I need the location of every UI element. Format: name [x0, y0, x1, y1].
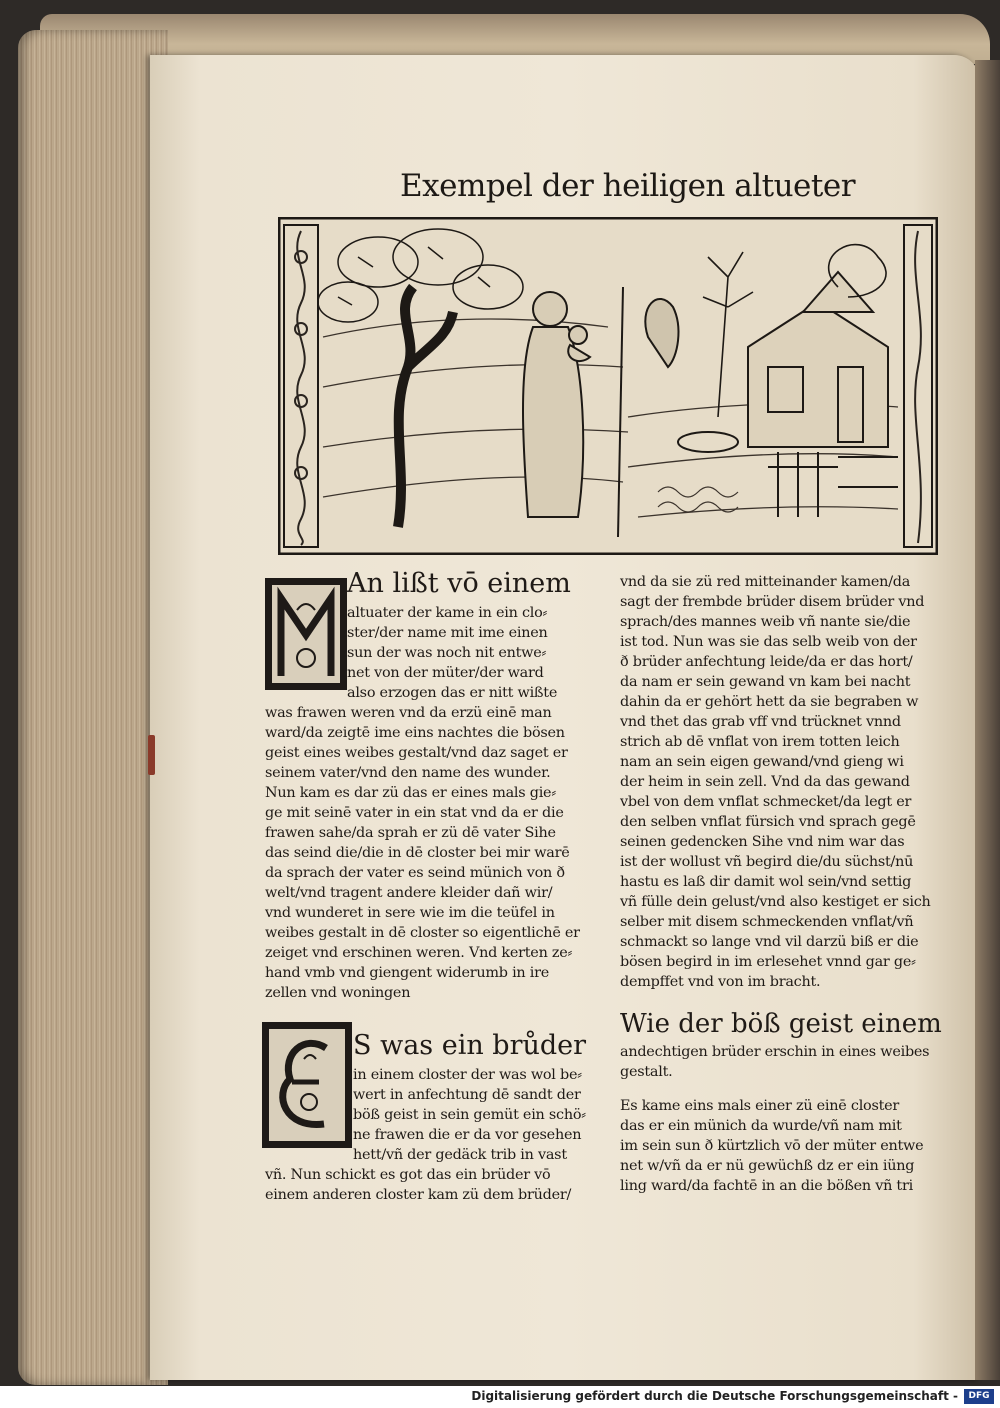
- text-line: Nun kam es dar zü das er eines mals gie⸗: [265, 785, 556, 801]
- text-line: vñ fülle dein gelust/vnd also kestiget er sich: [620, 894, 931, 910]
- text-line: hastu es laß dir damit wol sein/vnd settig: [620, 874, 912, 890]
- text-line: ist der wollust vñ begird die/du süchst/nū: [620, 854, 914, 870]
- section-heading: Wie der böß geist einem: [620, 1009, 942, 1039]
- book-gutter: [975, 60, 1000, 1380]
- running-head: Exempel der heiligen altueter: [400, 168, 856, 204]
- left-text-column: [265, 565, 605, 1205]
- text-line: das er ein münich da wurde/vñ nam mit: [620, 1118, 902, 1134]
- text-line: selber mit disem schmeckenden vnflat/vñ: [620, 914, 914, 930]
- text-line: hand vmb vnd giengent widerumb in ire: [265, 965, 550, 981]
- text-line: also erzogen das er nitt wißte: [347, 685, 558, 701]
- text-line: vnd thet das grab vff vnd trücknet vnnd: [620, 714, 901, 730]
- text-line: im sein sun ð kürtzlich vō der müter entwe: [620, 1138, 924, 1154]
- woodcut-illustration-icon: [278, 217, 938, 555]
- text-line: ne frawen die er da vor gesehen: [353, 1127, 582, 1143]
- text-line: geist eines weibes gestalt/vnd daz saget er: [265, 745, 568, 761]
- text-line: hett/vñ der gedäck trib in vast: [353, 1147, 567, 1163]
- text-line: der heim in sein zell. Vnd da das gewand: [620, 774, 910, 790]
- text-line: das seind die/die in dē closter bei mir warē: [265, 845, 570, 861]
- text-line: vnd da sie zü red mitteinander kamen/da: [620, 574, 911, 590]
- text-line: S was ein brůder: [353, 1030, 587, 1061]
- text-line: vñ. Nun schickt es got das ein brüder vō: [265, 1167, 551, 1183]
- section-subheading: gestalt.: [620, 1064, 673, 1080]
- text-line: sun der was noch nit entwe⸗: [347, 645, 547, 661]
- text-line: was frawen weren vnd da erzü einē man: [265, 705, 552, 721]
- text-line: frawen sahe/da sprah er zü dē vater Sihe: [265, 825, 556, 841]
- funding-notice: Digitalisierung gefördert durch die Deutsche Forschungsgemeinschaft -: [471, 1389, 958, 1403]
- text-line: ge mit seinē vater in ein stat vnd da er die: [265, 805, 564, 821]
- text-line: sagt der frembde brüder disem brüder vnd: [620, 594, 925, 610]
- dfg-logo-icon: DFG: [964, 1389, 994, 1404]
- text-line: dahin da er gehört hett da sie begraben w: [620, 694, 919, 710]
- text-line: strich ab dē vnflat von irem totten leich: [620, 734, 900, 750]
- page-edges: [18, 30, 168, 1385]
- text-line: ð brüder anfechtung leide/da er das hort/: [620, 654, 913, 670]
- text-line: vnd wunderet in sere wie im die teüfel in: [265, 905, 555, 921]
- text-line: weibes gestalt in dē closter so eigentlichē er: [265, 925, 580, 941]
- text-line: ster/der name mit ime einen: [347, 625, 548, 641]
- bookmark-ribbon: [148, 735, 155, 775]
- text-line: schmackt so lange vnd vil darzü biß er die: [620, 934, 919, 950]
- text-line: dempffet vnd von im bracht.: [620, 974, 821, 990]
- text-line: bösen begird in im erlesehet vnnd gar ge⸗: [620, 954, 916, 970]
- section-subheading: andechtigen brüder erschin in eines weibes: [620, 1044, 930, 1060]
- text-line: da sprach der vater es seind münich von ð: [265, 865, 565, 881]
- text-line: sprach/des mannes weib vñ nante sie/die: [620, 614, 911, 630]
- text-line: seinem vater/vnd den name des wunder.: [265, 765, 551, 781]
- text-line: Es kame eins mals einer zü einē closter: [620, 1098, 900, 1114]
- text-line: altuater der kame in ein clo⸗: [347, 605, 548, 621]
- text-line: einem anderen closter kam zü dem brüder/: [265, 1187, 572, 1203]
- text-line: ward/da zeigtē ime eins nachtes die bösen: [265, 725, 565, 741]
- text-line: ling ward/da fachtē in an die bößen vñ tri: [620, 1178, 913, 1194]
- right-text-column: [620, 572, 940, 1196]
- text-line: welt/vnd tragent andere kleider dañ wir/: [265, 885, 553, 901]
- text-line: in einem closter der was wol be⸗: [353, 1067, 582, 1083]
- text-line: wert in anfechtung dē sandt der: [353, 1087, 581, 1103]
- text-line: böß geist in sein gemüt ein schö⸗: [353, 1107, 586, 1123]
- text-line: ist tod. Nun was sie das selb weib von der: [620, 634, 917, 650]
- text-line: net von der müter/der ward: [347, 665, 544, 681]
- text-line: net w/vñ da er nü gewüchß dz er ein iüng: [620, 1158, 915, 1174]
- text-line: nam an sein eigen gewand/vnd gieng wi: [620, 754, 904, 770]
- text-line: seinen gedencken Sihe vnd nim war das: [620, 834, 905, 850]
- text-line: zellen vnd woningen: [265, 985, 411, 1001]
- text-line: da nam er sein gewand vn kam bei nacht: [620, 674, 911, 690]
- footer-bar: [0, 1386, 1000, 1408]
- text-line: An lißt vō einem: [347, 568, 571, 599]
- text-line: vbel von dem vnflat schmecket/da legt er: [620, 794, 912, 810]
- text-line: zeiget vnd erschinen weren. Vnd kerten ze⸗: [265, 945, 573, 961]
- text-line: den selben vnflat fürsich vnd sprach gegē: [620, 814, 916, 830]
